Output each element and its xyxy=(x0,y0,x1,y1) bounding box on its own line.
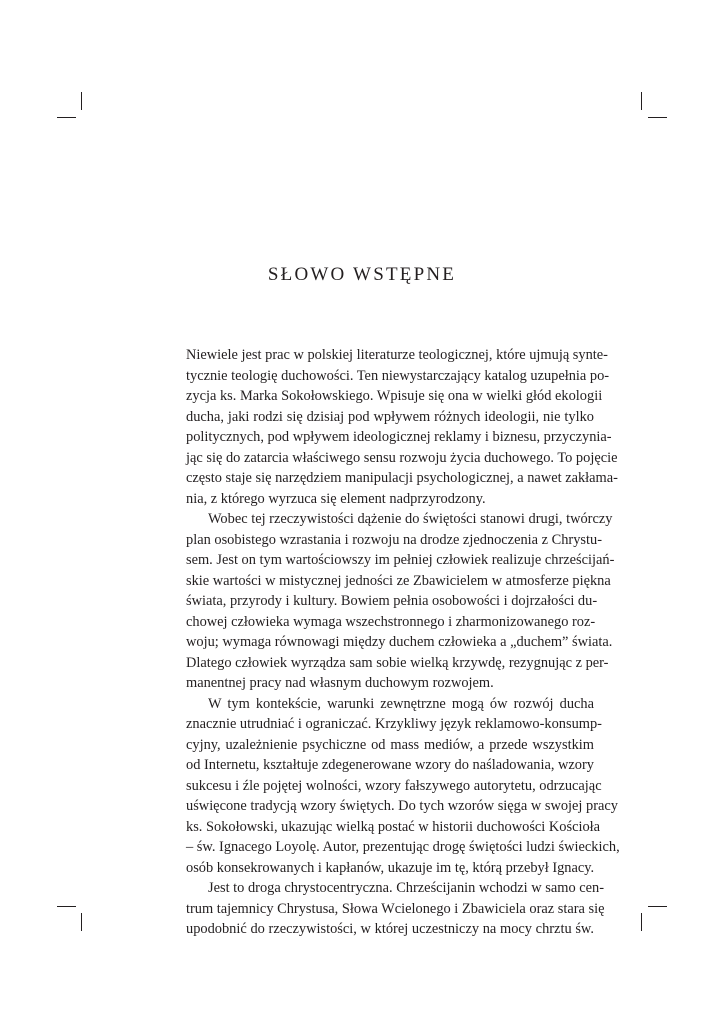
crop-mark-bottom-left-horizontal xyxy=(57,906,76,907)
text-line: ks. Sokołowski, ukazując wielką postać w historii duchowości Kościoła xyxy=(186,818,601,835)
crop-mark-top-right-horizontal xyxy=(648,117,667,118)
text-line: skie wartości w mistycznej jedności ze Zbawicielem w atmosferze piękna xyxy=(186,572,611,589)
text-line: sem. Jest on tym wartościowszy im pełniej człowiek realizuje chrześcijań- xyxy=(186,552,615,568)
text-line: Dlatego człowiek wyrządza sam sobie wielką krzywdę, rezygnując z per- xyxy=(186,654,609,671)
page-title: SŁOWO WSTĘPNE xyxy=(267,264,457,285)
text-line: upodobnić do rzeczywistości, w której uczestniczy na mocy chrztu św. xyxy=(186,921,594,937)
text-line: świata, przyrody i kultury. Bowiem pełnia osobowości i dojrzałości du- xyxy=(186,593,598,609)
text-line: – św. Ignacego Loyolę. Autor, prezentując drogę świętości ludzi świeckich, xyxy=(186,839,620,855)
text-line: Niewiele jest prac w polskiej literaturze teologicznej, które ujmują synte- xyxy=(186,347,608,363)
text-line: woju; wymaga równowagi między duchem człowieka a „duchem” świata. xyxy=(186,634,613,650)
text-line: cyjny, uzależnienie psychiczne od mass mediów, a przede wszystkim xyxy=(186,736,594,753)
text-line: Wobec tej rzeczywistości dążenie do świętości stanowi drugi, twórczy xyxy=(208,511,613,527)
text-line: sukcesu i źle pojętej wolności, wzory fałszywego autorytetu, odrzucając xyxy=(186,777,602,794)
crop-mark-top-left-horizontal xyxy=(57,117,76,118)
text-line: ducha, jaki rodzi się dzisiaj pod wpływem różnych ideologii, nie tylko xyxy=(186,408,594,425)
text-line: W tym kontekście, warunki zewnętrzne mogą ów rozwój ducha xyxy=(208,695,594,712)
text-line: chowej człowieka wymaga wszechstronnego i zharmonizowanego roz- xyxy=(186,613,596,630)
text-line: politycznych, pod wpływem ideologicznej reklamy i biznesu, przyczynia- xyxy=(186,429,612,445)
crop-mark-bottom-right-horizontal xyxy=(648,906,667,907)
text-line: trum tajemnicy Chrystusa, Słowa Wcielonego i Zbawiciela oraz stara się xyxy=(186,900,605,917)
crop-mark-top-left-vertical xyxy=(81,92,82,110)
text-line: Jest to droga chrystocentryczna. Chrześcijanin wchodzi w samo cen- xyxy=(208,880,605,896)
text-line: plan osobistego wzrastania i rozwoju na drodze zjednoczenia z Chrystu- xyxy=(186,531,602,548)
text-line: jąc się do zatarcia właściwego sensu rozwoju życia duchowego. To pojęcie xyxy=(186,449,618,466)
crop-mark-bottom-left-vertical xyxy=(81,913,82,931)
text-line: zycja ks. Marka Sokołowskiego. Wpisuje się ona w wielki głód ekologii xyxy=(186,388,603,404)
crop-mark-bottom-right-vertical xyxy=(641,913,642,931)
text-line: nia, z którego wyrzuca się element nadprzyrodzony. xyxy=(186,490,486,507)
text-line: uświęcone tradycją wzory świętych. Do tych wzorów sięga w swojej pracy xyxy=(186,798,618,814)
text-line: osób konsekrowanych i kapłanów, ukazuje im tę, którą przebył Ignacy. xyxy=(186,859,595,876)
preface-body xyxy=(186,345,620,940)
text-line: znacznie utrudniać i ograniczać. Krzykliwy język reklamowo-konsump- xyxy=(186,716,602,732)
text-line: tycznie teologię duchowości. Ten niewystarczający katalog uzupełnia po- xyxy=(186,367,610,384)
text-line: często staje się narzędziem manipulacji psychologicznej, a nawet zakłama- xyxy=(186,470,618,486)
text-line: manentnej pracy nad własnym duchowym rozwojem. xyxy=(186,675,494,691)
text-line: od Internetu, kształtuje zdegenerowane wzory do naśladowania, wzory xyxy=(186,757,594,773)
crop-mark-top-right-vertical xyxy=(641,92,642,110)
